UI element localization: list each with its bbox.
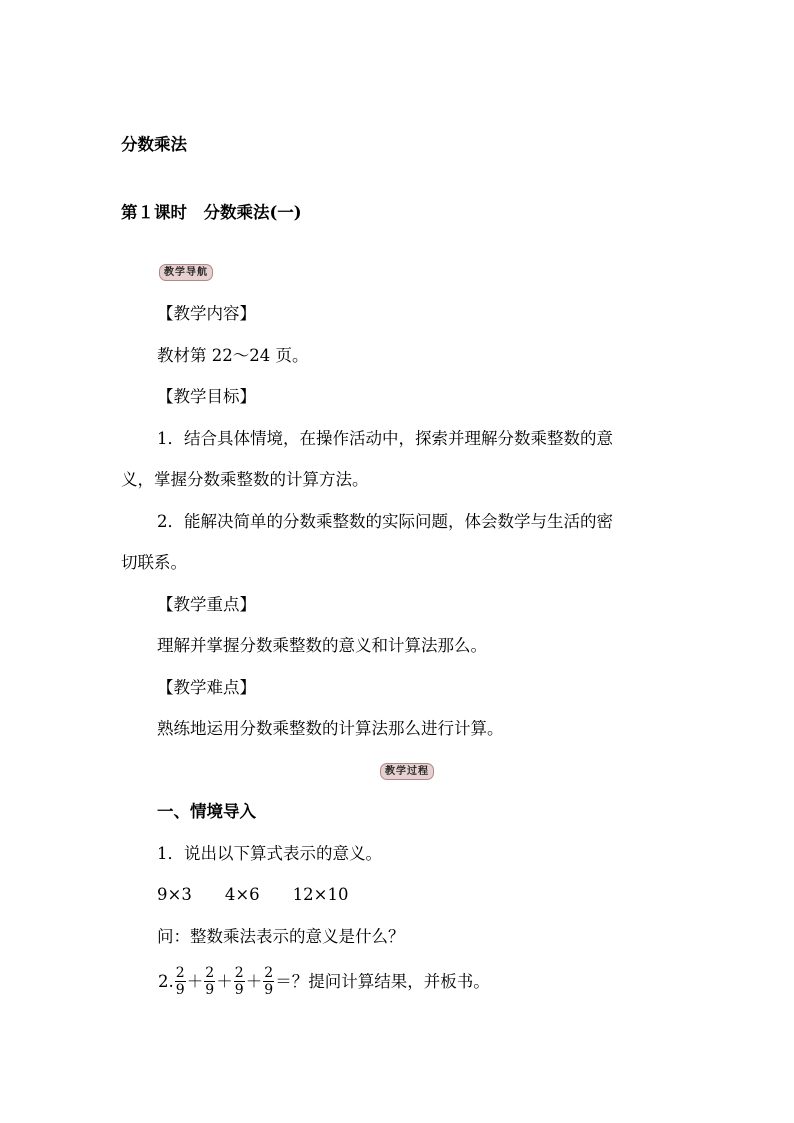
goals-heading: 【教学目标】	[157, 387, 256, 406]
fraction: $\frac{2}{9}$	[205, 965, 215, 998]
chapter-title: 分数乘法	[121, 135, 187, 154]
plus-sign: ＋	[245, 971, 263, 991]
fraction: $\frac{2}{9}$	[234, 965, 244, 998]
item2-suffix: ＝？提问计算结果，并板书。	[275, 971, 490, 991]
teaching-guide-badge: 教学导航	[159, 264, 213, 281]
item2-equation	[157, 965, 491, 1005]
goal2-line2: 切联系。	[121, 553, 187, 572]
lesson-title: 第１课时 分数乘法(一)	[121, 203, 302, 222]
goal1-line1: 1．结合具体情境，在操作活动中，探索并理解分数乘整数的意	[157, 429, 613, 448]
key-heading: 【教学重点】	[157, 595, 256, 614]
goal2-line1: 2．能解决简单的分数乘整数的实际问题，体会数学与生活的密	[157, 512, 613, 531]
plus-sign: ＋	[216, 971, 233, 991]
content-text: 教材第 22～24 页。	[157, 346, 309, 365]
item1-text: 1．说出以下算式表示的意义。	[157, 844, 382, 863]
content-heading: 【教学内容】	[157, 304, 256, 323]
section1-title: 一、情境导入	[157, 802, 256, 821]
fraction: $\frac{2}{9}$	[175, 965, 185, 998]
fraction: $\frac{2}{9}$	[264, 965, 274, 998]
difficult-text: 熟练地运用分数乘整数的计算法那么进行计算。	[157, 719, 504, 738]
key-text: 理解并掌握分数乘整数的意义和计算法那么。	[157, 636, 487, 655]
teaching-process-badge: 教学过程	[380, 763, 434, 780]
item2-prefix: 2.	[158, 971, 174, 991]
question-text: 问：整数乘法表示的意义是什么？	[157, 927, 405, 946]
plus-sign: ＋	[186, 971, 204, 991]
difficult-heading: 【教学难点】	[157, 678, 256, 697]
expressions: 9×3 4×6 12×10	[157, 885, 349, 904]
goal1-line2: 义，掌握分数乘整数的计算方法。	[121, 470, 369, 489]
